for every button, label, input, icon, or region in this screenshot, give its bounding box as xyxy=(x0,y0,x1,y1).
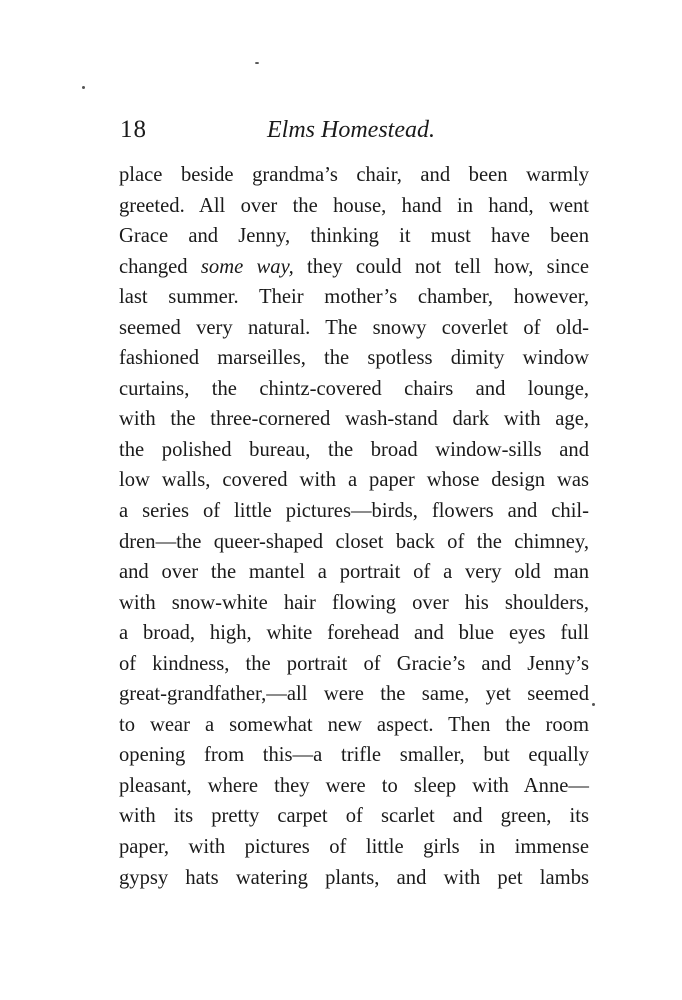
text-line: dren—the queer-shaped closet back of the chimney, xyxy=(119,530,589,553)
text-line: fashioned marseilles, the spotless dimity window xyxy=(119,347,589,370)
running-title: Elms Homestead. xyxy=(267,117,435,143)
text-line: to wear a somewhat new aspect. Then the room xyxy=(119,713,589,736)
text-line: opening from this—a trifle smaller, but equally xyxy=(119,744,589,767)
text-line: place beside grandma’s chair, and been warmly xyxy=(119,164,589,186)
text-line: with its pretty carpet of scarlet and green, its xyxy=(119,805,589,828)
text-line: gypsy hats watering plants, and with pet lambs xyxy=(119,866,589,889)
text-segment: they could not tell how, since xyxy=(293,255,589,278)
text-line: greeted. All over the house, hand in hand, went xyxy=(119,194,589,217)
text-line: Grace and Jenny, thinking it must have been xyxy=(119,225,589,248)
text-line: with snow-white hair flowing over his shoulders, xyxy=(119,591,589,614)
text-line: low walls, covered with a paper whose design was xyxy=(119,469,589,492)
text-line xyxy=(119,252,589,283)
italic-emphasis: some way, xyxy=(200,255,294,278)
text-line: curtains, the chintz-covered chairs and lounge, xyxy=(119,377,589,400)
page-header xyxy=(120,113,588,147)
body-text xyxy=(119,160,589,893)
text-line: the polished bureau, the broad window-sills and xyxy=(119,438,589,461)
text-line: a broad, high, white forehead and blue eyes full xyxy=(119,622,589,645)
ink-speck xyxy=(82,86,85,89)
text-segment: changed xyxy=(119,255,201,278)
text-line: of kindness, the portrait of Gracie’s and Jenny’s xyxy=(119,652,589,675)
text-line: seemed very natural. The snowy coverlet of old- xyxy=(119,316,589,339)
text-line: last summer. Their mother’s chamber, however, xyxy=(119,286,589,309)
text-line: with the three-cornered wash-stand dark with age, xyxy=(119,408,589,431)
page-number: 18 xyxy=(120,116,147,143)
text-line: great-grandfather,—all were the same, yet seemed xyxy=(119,683,589,706)
ink-speck xyxy=(255,62,259,64)
ink-speck xyxy=(592,703,595,706)
text-line: a series of little pictures—birds, flowers and chil- xyxy=(119,500,589,523)
text-line: and over the mantel a portrait of a very old man xyxy=(119,561,589,584)
text-line: pleasant, where they were to sleep with Anne— xyxy=(119,774,589,797)
text-line: paper, with pictures of little girls in immense xyxy=(119,836,589,859)
